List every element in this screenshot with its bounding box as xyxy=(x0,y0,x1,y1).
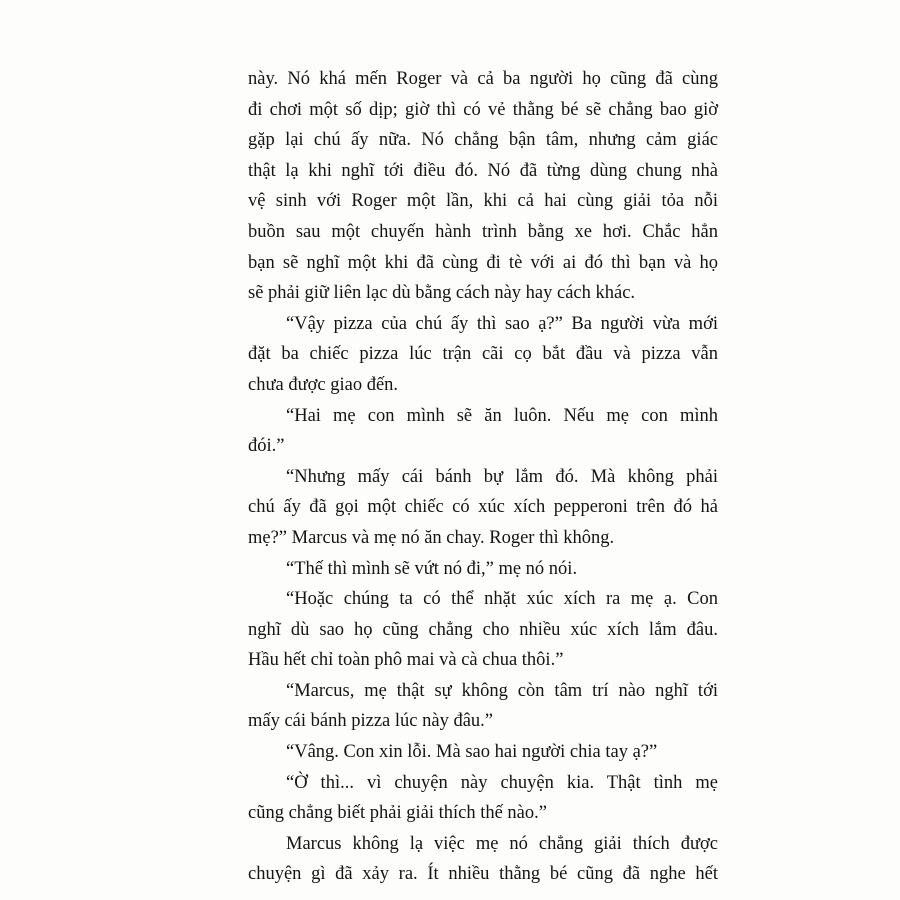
text-line: Hầu hết chỉ toàn phô mai và cà chua thôi.” xyxy=(248,650,564,671)
text-line: đặt ba chiếc pizza lúc trận cãi cọ bắt đầu và pizza vẫn xyxy=(248,344,718,365)
text-line: “Ờ thì... vì chuyện này chuyện kia. Thật tình mẹ xyxy=(286,772,718,793)
text-line: “Thế thì mình sẽ vứt nó đi,” mẹ nó nói. xyxy=(286,558,578,579)
text-line: chưa được giao đến. xyxy=(248,374,399,395)
text-line: bạn sẽ nghĩ một khi đã cùng đi tè với ai đó thì bạn và họ xyxy=(248,252,718,273)
text-line: đi chơi một số dịp; giờ thì có vẻ thằng bé sẽ chẳng bao giờ xyxy=(248,99,718,120)
text-line: buồn sau một chuyến hành trình bằng xe hơi. Chắc hẳn xyxy=(248,221,718,242)
text-line: thật lạ khi nghĩ tới điều đó. Nó đã từng dùng chung nhà xyxy=(248,160,718,181)
bleed-through-mark xyxy=(718,232,758,266)
text-line: mẹ?” Marcus và mẹ nó ăn chay. Roger thì không. xyxy=(248,527,615,548)
text-line: chuyện gì đã xảy ra. Ít nhiều thằng bé cũng đã nghe hết xyxy=(248,864,718,885)
text-line: “Vâng. Con xin lỗi. Mà sao hai người chia tay ạ?” xyxy=(286,742,658,763)
text-line: “Vậy pizza của chú ấy thì sao ạ?” Ba người vừa mới xyxy=(286,313,718,334)
text-line: này. Nó khá mến Roger và cả ba người họ cũng đã cùng xyxy=(248,69,718,89)
text-line: nghĩ dù sao họ cũng chẳng cho nhiều xúc xích lắm đâu. xyxy=(248,619,718,640)
text-line: cũng chẳng biết phải giải thích thế nào.” xyxy=(248,803,547,824)
text-line: “Nhưng mấy cái bánh bự lắm đó. Mà không phải xyxy=(286,466,718,487)
text-line: vệ sinh với Roger một lần, khi cả hai cùng giải tỏa nỗi xyxy=(248,191,718,212)
text-line: “Hai mẹ con mình sẽ ăn luôn. Nếu mẹ con mình xyxy=(286,405,718,426)
text-line: Marcus không lạ việc mẹ nó chẳng giải thích được xyxy=(286,833,718,854)
text-line: đói.” xyxy=(248,436,285,457)
text-line: “Hoặc chúng ta có thể nhặt xúc xích ra mẹ ạ. Con xyxy=(286,589,718,610)
text-line: mấy cái bánh pizza lúc này đâu.” xyxy=(248,711,494,732)
text-line: “Marcus, mẹ thật sự không còn tâm trí nào nghĩ tới xyxy=(286,680,718,701)
body-text xyxy=(248,64,718,890)
text-line: sẽ phải giữ liên lạc dù bằng cách này hay cách khác. xyxy=(248,283,636,304)
text-line: gặp lại chú ấy nữa. Nó chẳng bận tâm, nhưng cảm giác xyxy=(248,130,718,151)
text-line: chú ấy đã gọi một chiếc có xúc xích pepperoni trên đó hả xyxy=(248,497,718,518)
